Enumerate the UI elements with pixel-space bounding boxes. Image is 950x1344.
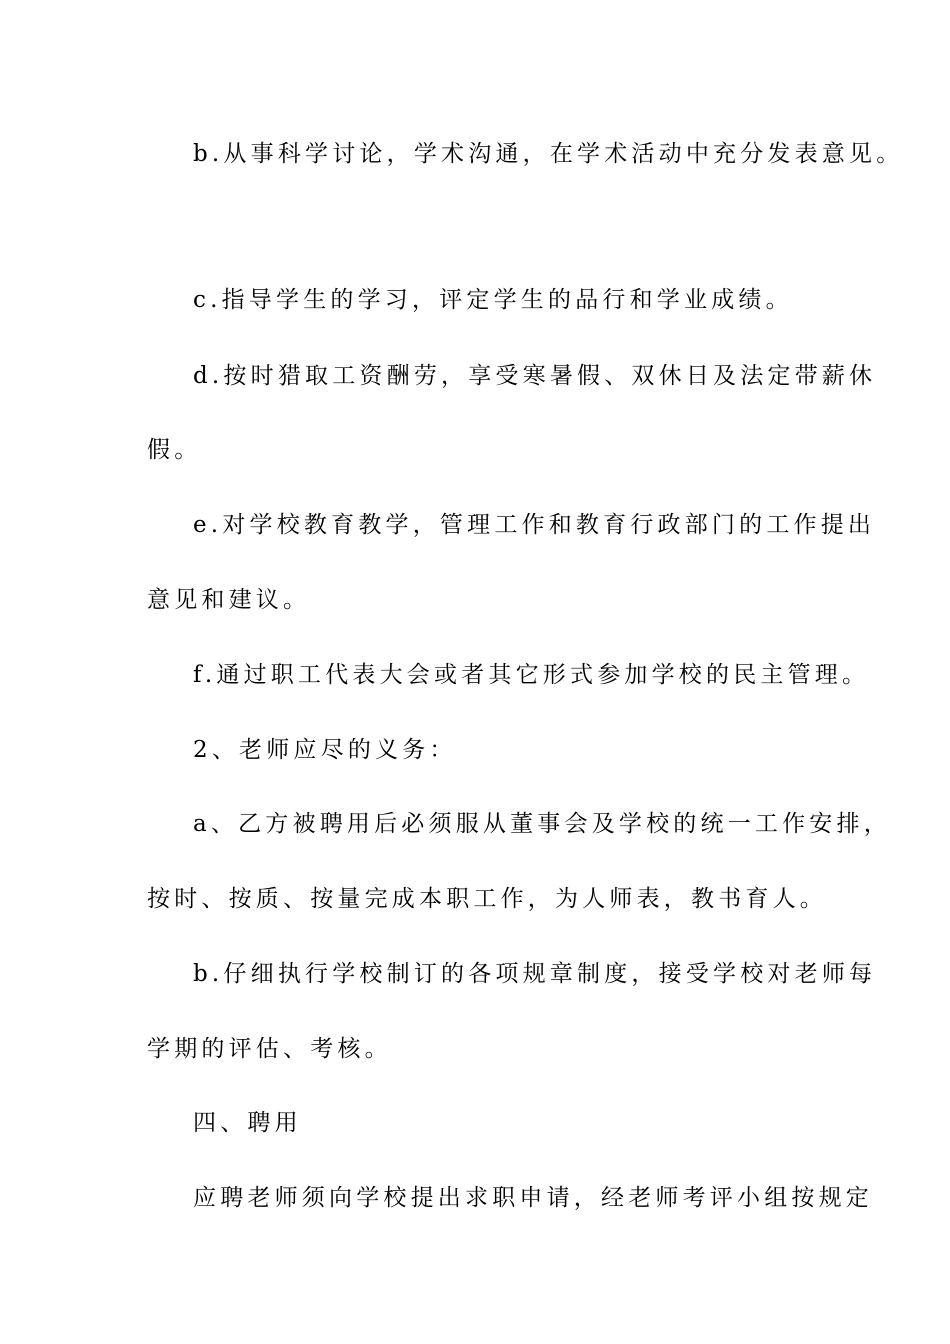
section-employment-heading: 四、聘用: [193, 1110, 302, 1136]
section-duties-heading: 2、老师应尽的义务：: [193, 737, 457, 763]
paragraph-right-f-line: f.通过职工代表大会或者其它形式参加学校的民主管理。: [193, 662, 870, 688]
paragraph-employment-line-1: 应聘老师须向学校提出求职申请，经老师考评小组按规定: [193, 1185, 873, 1211]
paragraph-right-e-line-2: 意见和建议。: [147, 587, 311, 613]
paragraph-right-d-line-1: d.按时猎取工资酬劳，享受寒暑假、双休日及法定带薪休: [193, 363, 877, 389]
paragraph-duty-b-line-1: b.仔细执行学校制订的各项规章制度，接受学校对老师每: [193, 961, 877, 987]
paragraph-duty-a-line-1: a、乙方被聘用后必须服从董事会及学校的统一工作安排，: [193, 811, 891, 837]
paragraph-right-b-line: b.从事科学讨论，学术沟通，在学术活动中充分发表意见。: [193, 141, 904, 167]
paragraph-right-e-line-1: e.对学校教育教学，管理工作和教育行政部门的工作提出: [193, 512, 876, 538]
paragraph-right-d-line-2: 假。: [147, 437, 202, 463]
paragraph-duty-a-line-2: 按时、按质、按量完成本职工作，为人师表，教书育人。: [147, 886, 827, 912]
paragraph-right-c-line: c.指导学生的学习，评定学生的品行和学业成绩。: [193, 287, 793, 313]
paragraph-duty-b-line-2: 学期的评估、考核。: [147, 1036, 392, 1062]
